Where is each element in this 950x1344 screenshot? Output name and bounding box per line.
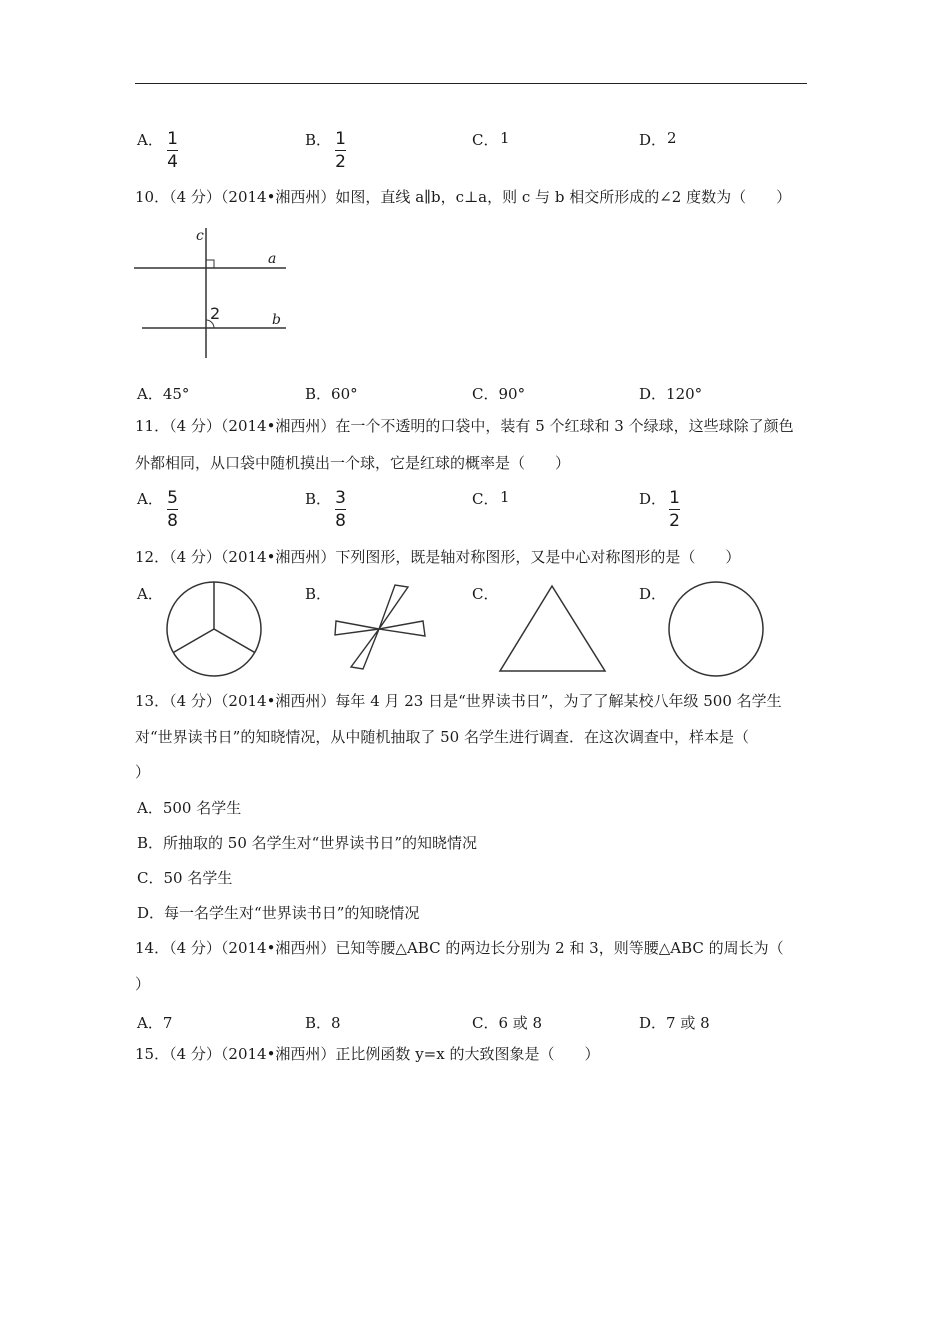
q13-option-c: C．50 名学生 bbox=[137, 869, 233, 887]
q11-line-1: 11．（4 分）（2014•湘西州）在一个不透明的口袋中，装有 5 个红球和 3 个绿球，这些球除了颜色 bbox=[135, 417, 794, 435]
q13-line-2: 对“世界读书日”的知晓情况，从中随机抽取了 50 名学生进行调查．在这次调查中，样本是（ bbox=[135, 728, 749, 746]
q12-option-d-figure bbox=[667, 582, 767, 678]
label-a: a bbox=[268, 251, 277, 267]
q9-option-c-text: 1 bbox=[500, 129, 510, 147]
q11-option-c-letter: C． bbox=[472, 490, 499, 508]
numerator: 1 bbox=[167, 129, 178, 149]
label-angle-2: 2 bbox=[210, 304, 221, 323]
q14-option-d: D．7 或 8 bbox=[639, 1014, 710, 1032]
label-b: b bbox=[272, 312, 281, 328]
q12-option-c-letter: C． bbox=[472, 585, 499, 603]
q14-line-1: 14．（4 分）（2014•湘西州）已知等腰△ABC 的两边长分别为 2 和 3，则等腰△ABC 的周长为（ bbox=[135, 939, 784, 957]
q10-figure bbox=[134, 228, 294, 363]
numerator: 1 bbox=[335, 129, 346, 149]
q13-line-3: ） bbox=[135, 763, 151, 781]
header-rule bbox=[135, 83, 807, 84]
denominator: 8 bbox=[335, 511, 346, 531]
q11-option-d-letter: D． bbox=[639, 490, 667, 508]
q11-line-2: 外都相同，从口袋中随机摸出一个球，它是红球的概率是（ ） bbox=[135, 454, 571, 472]
numerator: 1 bbox=[669, 488, 680, 508]
numerator: 5 bbox=[167, 488, 178, 508]
q12-option-c-figure bbox=[499, 585, 607, 673]
q13-option-b: B．所抽取的 50 名学生对“世界读书日”的知晓情况 bbox=[137, 834, 477, 852]
q14-line-2: ） bbox=[135, 975, 151, 993]
denominator: 8 bbox=[167, 511, 178, 531]
q9-option-a-fraction bbox=[167, 130, 178, 171]
q14-option-b: B．8 bbox=[305, 1014, 341, 1032]
q9-option-d-text: 2 bbox=[667, 129, 677, 147]
denominator: 2 bbox=[669, 511, 680, 531]
q9-option-a-letter: A． bbox=[137, 131, 163, 149]
q9-option-c-letter: C． bbox=[472, 131, 499, 149]
q11-option-d-fraction bbox=[669, 489, 680, 530]
q12-text: 12．（4 分）（2014•湘西州）下列图形，既是轴对称图形，又是中心对称图形的是（ ） bbox=[135, 548, 741, 566]
q11-option-b-fraction bbox=[335, 489, 346, 530]
q12-option-a-letter: A． bbox=[137, 585, 163, 603]
q11-option-b-letter: B． bbox=[305, 490, 332, 508]
q13-line-1: 13．（4 分）（2014•湘西州）每年 4 月 23 日是“世界读书日”，为了了解某校八年级 500 名学生 bbox=[135, 692, 782, 710]
q10-text: 10．（4 分）（2014•湘西州）如图，直线 a∥b，c⊥a，则 c 与 b 相交所形成的∠2 度数为（ ） bbox=[135, 188, 792, 206]
q11-option-a-letter: A． bbox=[137, 490, 163, 508]
q9-option-b-fraction bbox=[335, 130, 346, 171]
denominator: 2 bbox=[335, 152, 346, 172]
q13-option-a: A．500 名学生 bbox=[137, 799, 242, 817]
q13-option-d: D．每一名学生对“世界读书日”的知晓情况 bbox=[137, 904, 420, 922]
right-angle-mark bbox=[206, 260, 214, 268]
q11-option-a-fraction bbox=[167, 489, 178, 530]
q10-option-b: B．60° bbox=[305, 385, 358, 403]
numerator: 3 bbox=[335, 488, 346, 508]
q10-option-d: D．120° bbox=[639, 385, 703, 403]
q9-option-d-letter: D． bbox=[639, 131, 667, 149]
q15-text: 15．（4 分）（2014•湘西州）正比例函数 y=x 的大致图象是（ ） bbox=[135, 1045, 600, 1063]
q12-option-d-letter: D． bbox=[639, 585, 667, 603]
q10-option-a: A．45° bbox=[137, 385, 190, 403]
q11-option-c-text: 1 bbox=[500, 488, 510, 506]
q14-option-c: C．6 或 8 bbox=[472, 1014, 543, 1032]
q14-option-a: A．7 bbox=[137, 1014, 173, 1032]
denominator: 4 bbox=[167, 152, 178, 172]
q10-option-c: C．90° bbox=[472, 385, 526, 403]
q12-option-b-figure bbox=[333, 583, 428, 673]
q12-option-a-figure bbox=[165, 582, 265, 678]
q9-option-b-letter: B． bbox=[305, 131, 332, 149]
q12-option-b-letter: B． bbox=[305, 585, 332, 603]
label-c: c bbox=[196, 228, 204, 244]
